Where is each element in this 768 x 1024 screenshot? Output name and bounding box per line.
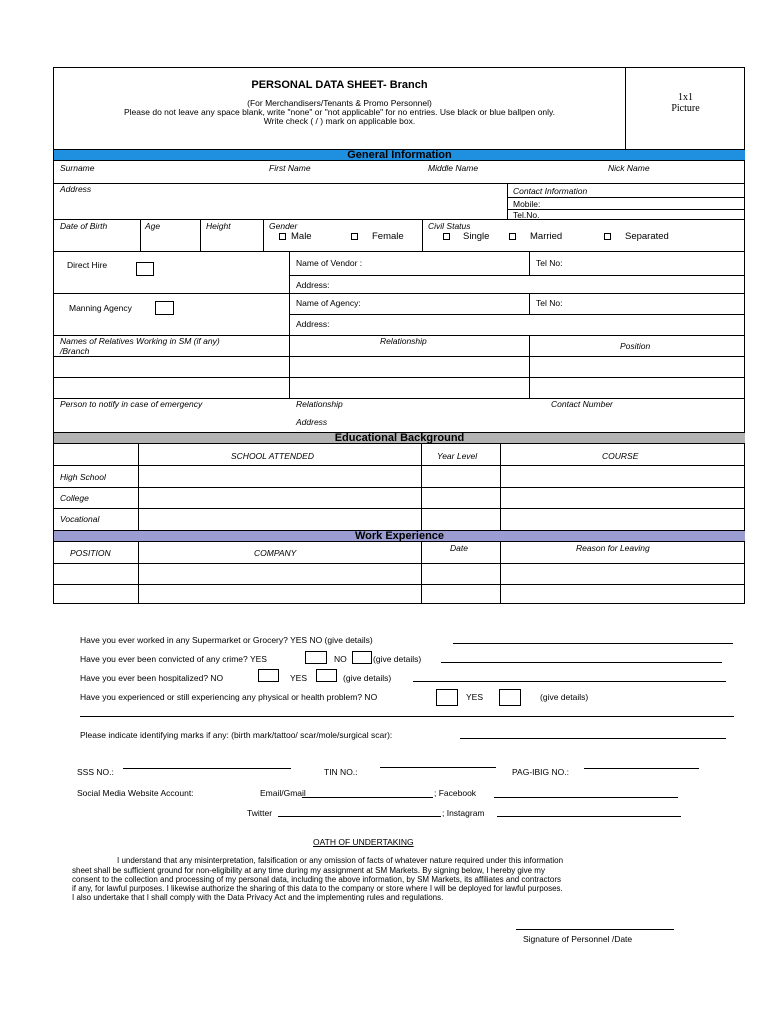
q-hospitalized-yes: YES [290,673,308,683]
q-health-line[interactable] [80,716,734,717]
mobile-label: Mobile: [513,199,541,209]
separated-label: Separated [625,231,669,242]
oath-line: sheet shall be sufficient ground for non-eligibility at any time during my assignment at SM Markets. By signing below, I hereby give my [72,866,545,875]
edu-row-label: High School [60,472,106,482]
q-crime: Have you ever been convicted of any crime? YES [80,654,267,664]
q-hospitalized-line[interactable] [413,681,726,682]
health-yes-checkbox[interactable] [499,689,521,706]
twitter-line[interactable] [278,816,441,817]
dob-label: Date of Birth [60,221,108,231]
signature-line[interactable] [516,929,674,930]
q-health-details: (give details) [540,692,589,702]
general-info-bar [54,149,745,161]
pagibig-label: PAG-IBIG NO.: [512,767,569,777]
relationship-label: Relationship [380,336,427,346]
form-instruction-2: Write check ( / ) mark on applicable box. [263,116,416,126]
female-checkbox[interactable] [351,233,358,240]
agency-address-label: Address: [296,319,330,329]
address-label: Address [60,184,92,194]
married-label: Married [530,231,563,242]
single-checkbox[interactable] [443,233,450,240]
agency-tel-label: Tel No: [536,298,563,308]
school-attended-header: SCHOOL ATTENDED [231,451,314,461]
education-title: Educational Background [334,432,465,444]
hospital-no-checkbox[interactable] [258,669,279,682]
work-date-header: Date [450,543,468,553]
relatives-label: Names of Relatives Working in SM (if any) [60,336,220,346]
sss-label: SSS NO.: [77,767,114,777]
work-experience-bar [54,530,745,542]
vendor-tel-label: Tel No: [536,258,563,268]
emergency-label: Person to notify in case of emergency [60,399,203,409]
emergency-address-label: Address [296,417,328,427]
work-reason-header: Reason for Leaving [576,543,650,553]
edu-row-label: College [60,493,89,503]
form-title: PERSONAL DATA SHEET- Branch [251,79,428,91]
work-company-header: COMPANY [254,548,297,558]
edu-row-label: Vocational [60,514,100,524]
civil-status-label: Civil Status [428,221,471,231]
tin-line[interactable] [380,767,496,768]
contact-info-label: Contact Information [513,186,588,196]
crime-yes-checkbox[interactable] [305,651,327,664]
telno-label: Tel.No. [513,210,540,220]
instagram-label: ; Instagram [442,808,485,818]
married-checkbox[interactable] [509,233,516,240]
nick-name-label: Nick Name [608,163,650,173]
work-experience-title: Work Experience [354,530,445,542]
email-line[interactable] [302,797,433,798]
q-hospitalized-details: (give details) [343,673,392,683]
health-no-checkbox[interactable] [436,689,458,706]
year-level-header: Year Level [437,451,478,461]
picture-label-1: 1x1 [678,92,693,103]
q-marks: Please indicate identifying marks if any: (birth mark/tattoo/ scar/mole/surgical scar): [80,730,393,740]
position-label: Position [620,341,651,351]
surname-label: Surname [60,163,95,173]
course-header: COURSE [602,451,639,461]
emergency-relationship-label: Relationship [296,399,343,409]
relatives-branch-label: /Branch [60,346,90,356]
oath-line: consent to the collection and processing of my personal data, including the above information, by SM Markets, its affiliates and contractors [72,875,562,884]
separated-checkbox[interactable] [604,233,611,240]
q-supermarket-line[interactable] [453,643,733,644]
single-label: Single [463,231,490,242]
vendor-address-label: Address: [296,280,330,290]
tin-label: TIN NO.: [324,767,358,777]
work-position-header: POSITION [70,548,111,558]
q-crime-details: (give details) [373,654,422,664]
form-instruction-1: Please do not leave any space blank, write "none" or "not applicable" for no entries. Use black or blue ballpen only. [123,107,556,117]
twitter-label: Twitter [247,808,273,818]
gender-label: Gender [269,221,298,231]
facebook-line[interactable] [494,797,678,798]
hospital-yes-checkbox[interactable] [316,669,337,682]
q-health: Have you experienced or still experiencing any physical or health problem? NO [80,692,378,702]
vendor-name-label: Name of Vendor : [296,258,363,268]
oath-title: OATH OF UNDERTAKING [313,837,414,847]
general-info-title: General Information [347,149,452,161]
direct-hire-label: Direct Hire [67,260,108,270]
education-bar [54,432,745,444]
age-label: Age [145,221,161,231]
q-crime-no: NO [334,654,347,664]
agency-name-label: Name of Agency: [296,298,361,308]
q-crime-line[interactable] [441,662,722,663]
picture-label-2: Picture [671,103,700,114]
male-checkbox[interactable] [279,233,286,240]
female-label: Female [372,231,404,242]
form-subtitle: (For Merchandisers/Tenants & Promo Personnel) [247,98,432,108]
male-label: Male [291,231,312,242]
instagram-line[interactable] [497,816,681,817]
crime-no-checkbox[interactable] [352,651,372,664]
sss-line[interactable] [123,768,291,769]
middle-name-label: Middle Name [428,163,479,173]
height-label: Height [206,221,231,231]
emergency-contact-label: Contact Number [551,399,613,409]
pagibig-line[interactable] [584,768,699,769]
oath-line: I also undertake that I shall comply with the Data Privacy Act and the implementing rules and regulations. [72,893,444,902]
direct-hire-checkbox[interactable] [136,262,154,276]
q-hospitalized: Have you ever been hospitalized? NO [80,673,224,683]
signature-label: Signature of Personnel /Date [523,934,633,944]
social-media-label: Social Media Website Account: [77,788,194,798]
manning-agency-checkbox[interactable] [155,301,174,315]
q-health-yes: YES [466,692,484,702]
facebook-label: ; Facebook [434,788,477,798]
q-supermarket: Have you ever worked in any Supermarket or Grocery? YES NO (give details) [80,635,373,645]
oath-line: if any, for lawful purposes. I likewise authorize the sharing of this data to the company or store where I will be deployed for lawful purposes. [72,884,563,893]
q-marks-line[interactable] [460,738,726,739]
email-label: Email/Gmail [260,788,306,798]
manning-agency-label: Manning Agency [69,303,132,313]
first-name-label: First Name [269,163,311,173]
oath-line: I understand that any misinterpretation, falsification or any omission of facts of whatever nature required under this information [117,856,564,865]
